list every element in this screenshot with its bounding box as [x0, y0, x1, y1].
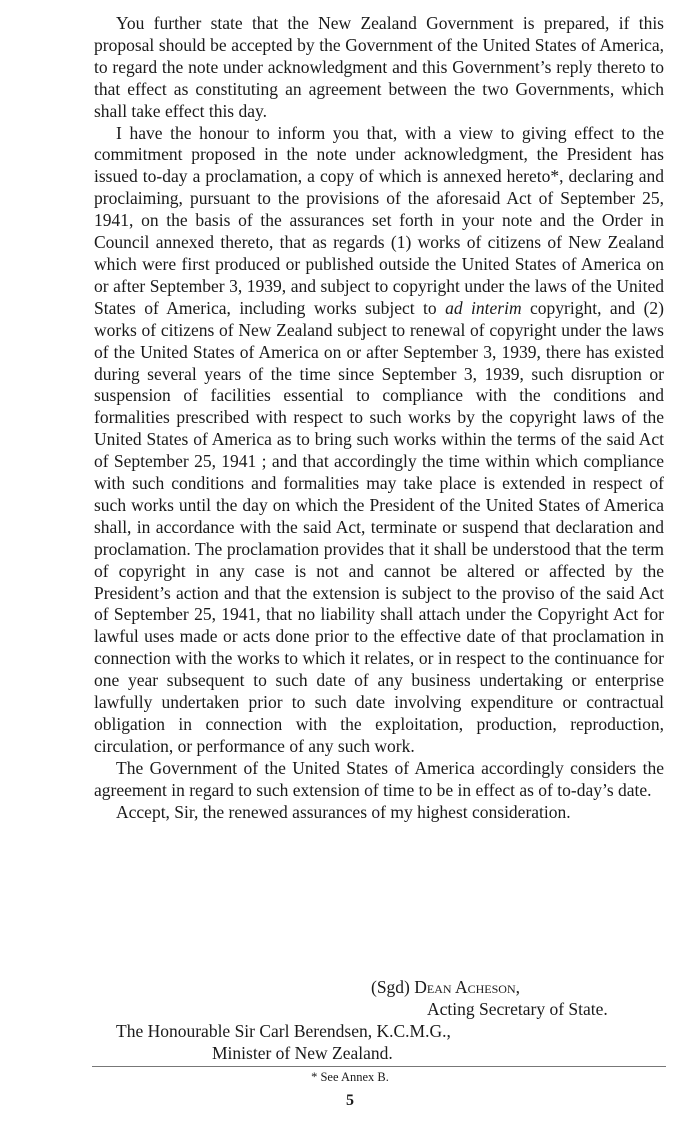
letter-body [94, 13, 664, 824]
paragraph-agreement: You further state that the New Zealand Government is prepared, if this proposal should be accepted by the Government of the United States of America, to regard the note under acknowledgment and this Government’s reply thereto to that effect as constituting an agreement between the two Governments, which shall take effect this day. [94, 13, 664, 121]
addressee-title: Minister of New Zealand. [212, 1043, 393, 1063]
page-number: 5 [346, 1092, 354, 1109]
footnote: * See Annex B. [311, 1070, 389, 1084]
signatory-name: Dean Acheson, [414, 977, 520, 997]
footnote-divider [92, 1066, 666, 1067]
paragraph-considers: The Government of the United States of America accordingly considers the agreement in regard to such extension of time to be in effect as of to-day’s date. [94, 757, 664, 800]
paragraph-proclamation-rest: copyright, and (2) works of citizens of New Zealand subject to renewal of copyright under the laws of the United States of America on or after September 3, 1939, there has existed during several years of the time since September 3, 1939, such disruption or suspension of facilities essential to compliance with the conditions and formalities prescribed with respect to such works by the copyright laws of the United States of America as to bring such works within the terms of the said Act of September 25, 1941 ; and that accordingly the time within which compliance with such conditions and formalities may take place is extended in respect of such works until the day on which the President of the United States of America shall, in accordance with the said Act, terminate or suspend that declaration and proclamation. The proclamation provides that it shall be understood that the term of copyright in any case is not and cannot be altered or affected by the President’s action and that the extension is subject to the proviso of the said Act of September 25, 1941, that no liability shall attach under the Copyright Act for lawful uses made or acts done prior to the effective date of that proclamation in connection with the works to which it relates, or in respect to the continuance for one year subsequent to such date of any business undertaking or enterprise lawfully undertaken prior to such date involving expenditure or contractual obligation in connection with the exploitation, production, reproduction, circulation, or performance of any such work. [94, 297, 664, 756]
paragraph-closing: Accept, Sir, the renewed assurances of my highest consideration. [116, 801, 571, 822]
signature-line [371, 977, 520, 999]
addressee-name: The Honourable Sir Carl Berendsen, K.C.M.G., [116, 1021, 451, 1041]
paragraph-proclamation-start: I have the honour to inform you that, with a view to giving effect to the commitment proposed in the note under acknowledgment, the President has issued to-day a proclamation, a copy of which is annexed hereto*, declaring and proclaiming, pursuant to the provisions of the aforesaid Act of September 25, 1941, on the basis of the assurances set forth in your note and the Order in Council annexed thereto, that as regards (1) works of citizens of New Zealand which were first produced or published outside the United States of America on or after September 3, 1939, and subject to copyright under the laws of the United States of America, including works subject to [94, 122, 664, 318]
paragraph-proclamation [94, 123, 664, 758]
signatory-title: Acting Secretary of State. [427, 999, 608, 1019]
ad-interim-term: ad interim [445, 297, 522, 318]
signature-prefix: (Sgd) [371, 977, 415, 997]
